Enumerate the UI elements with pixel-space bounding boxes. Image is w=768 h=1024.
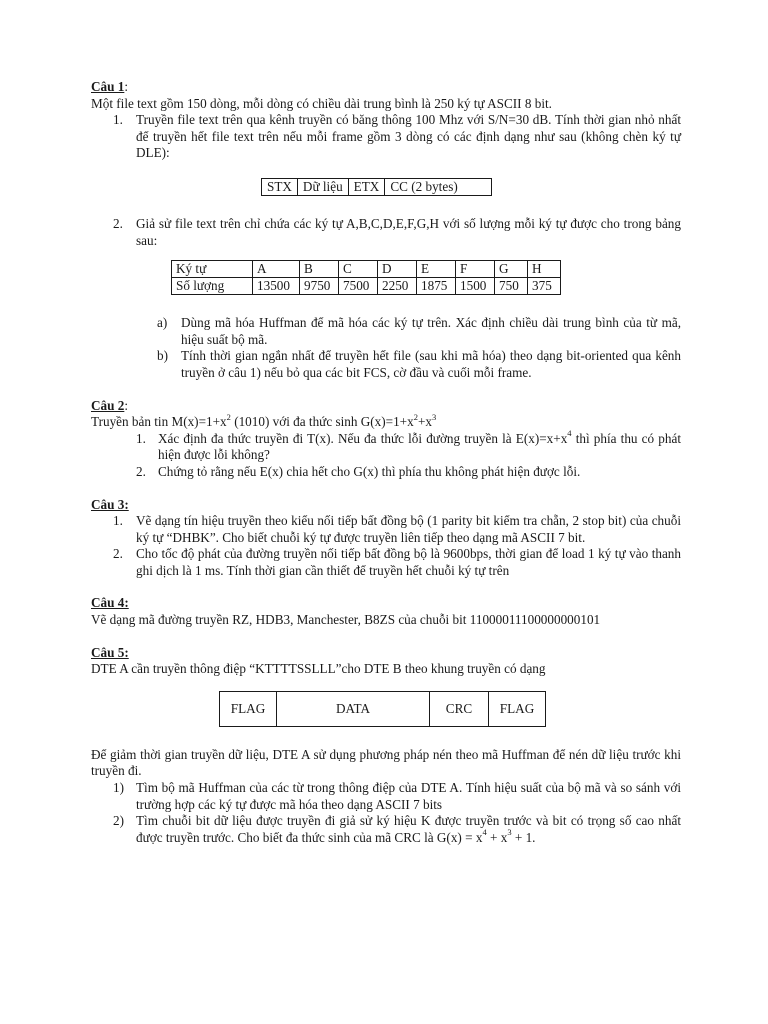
question-4	[91, 595, 681, 628]
frame-cell: ETX	[348, 178, 385, 195]
frame-cell: CRC	[430, 691, 489, 726]
question-2: Câu 2: Truyền bản tin $M(x)=1+x^2$ (1010) với đa thức $\sinh G(x)=1+x^2+x^3$ 1. Xác định đa thức truyền đi T(x). Nếu đa thức lỗi đường truyền là $E(x)=x+x^4$ thì phía thu có phát hiện được lỗi không? 2. Chứng tỏ rằng nếu E(x) chia hết cho G(x) thì phía thu không phát hiện được lỗi.	[91, 397, 681, 479]
question-1: Câu 1: Một file text gồm 150 dòng, mỗi dòng có chiều dài trung bình là 250 ký tự ASCII 8 bit. 1. Truyền file text trên qua kênh truyền có băng thông 100 Mhz với S/N=30 dB. Tính thời gian nhỏ nhất để truyền hết file text trên nếu mỗi frame gồm 3 dòng có các định dạng như sau (không chèn ký tự DLE): STX Dữ liệu ETX CC (2 bytes) 2. Giả sử file text trên chỉ chứa các ký tự A,B,C,D,E,F,G,H với số lượng mỗi ký tự được cho trong bảng sau: Ký tự A B C D E F G H Số lượng 13500 9750 7500 2250 1875 1500 750 375 a) Dùng mã hóa Huffman để mã hóa các ký tự trên. Xác định chiều dài trung bình của từ mã, hiệu suất bộ mã. b) Tính thời gian ngắn nhất để truyền hết file (sau khi mã hóa) theo dạng bit-oriented qua kênh truyền ở câu 1) nếu bỏ qua các bit FCS, cờ đầu và cuối mỗi frame.	[91, 79, 681, 380]
frame-cell: DATA	[277, 691, 430, 726]
question-1-item-2: 2. Giả sử file text trên chỉ chứa các ký tự A,B,C,D,E,F,G,H với số lượng mỗi ký tự được cho trong bảng sau:	[113, 215, 681, 248]
question-5	[91, 645, 681, 847]
question-1-sub-b: b) Tính thời gian ngắn nhất để truyền hết file (sau khi mã hóa) theo dạng bit-oriented qua kênh truyền ở câu 1) nếu bỏ qua các bit FCS, cờ đầu và cuối mỗi frame.	[157, 348, 681, 380]
table-row: Ký tự A B C D E F G H	[172, 261, 561, 278]
question-1-intro: Một file text gồm 150 dòng, mỗi dòng có chiều dài trung bình là 250 ký tự ASCII 8 bit.	[91, 95, 552, 111]
question-2-intro: Truyền bản tin $M(x)=1+x^2$ (1010) với đa thức $\sinh G(x)=1+x^2+x^3$	[91, 411, 437, 430]
frame-cell: CC (2 bytes)	[385, 178, 492, 195]
question-5-item-1: 1) Tìm bộ mã Huffman của các từ trong thông điệp của DTE A. Tính hiệu suất của bộ mã và so sánh với trường hợp các ký tự được mã hóa theo dạng ASCII 7 bits	[113, 780, 681, 812]
question-4-title: Câu 4:	[91, 595, 129, 611]
question-3	[91, 497, 681, 580]
question-3-item-2: 2. Cho tốc độ phát của đường truyền nối tiếp bất đồng bộ là 9600bps, thời gian để load 1 ký tự vào thanh ghi dịch là 1 ms. Tính thời gian cần thiết để truyền hết chuỗi ký tự trên	[113, 546, 681, 578]
exam-page	[91, 79, 681, 862]
row-header: Ký tự	[172, 261, 253, 278]
question-2-item-1: 1. Xác định đa thức truyền đi T(x). Nếu đa thức lỗi đường truyền là $E(x)=x+x^4$ thì phía thu có phát hiện được lỗi không?	[136, 428, 681, 463]
frame-structure-table	[219, 691, 546, 727]
frame-cell: FLAG	[489, 691, 546, 726]
row-header: Số lượng	[172, 278, 253, 295]
frame-cell: FLAG	[220, 691, 277, 726]
question-3-item-1: 1. Vẽ dạng tín hiệu truyền theo kiểu nối tiếp bất đồng bộ (1 parity bit kiểm tra chẵn, 2 stop bit) của chuỗi ký tự “DHBK”. Cho biết chuỗi ký tự được truyền liên tiếp theo dạng mã ASCII 7 bit.	[113, 513, 681, 545]
question-1-sub-a: a) Dùng mã hóa Huffman để mã hóa các ký tự trên. Xác định chiều dài trung bình của từ mã, hiệu suất bộ mã.	[157, 315, 681, 347]
table-row: Số lượng 13500 9750 7500 2250 1875 1500 750 375	[172, 278, 561, 295]
question-5-title: Câu 5:	[91, 644, 129, 660]
question-5-paragraph: Để giảm thời gian truyền dữ liệu, DTE A sử dụng phương pháp nén theo mã Huffman để nén dữ liệu trước khi truyền đi.	[91, 746, 681, 779]
frame-cell: Dữ liệu	[297, 178, 348, 195]
frequency-table	[171, 260, 561, 295]
question-5-item-2: 2) Tìm chuỗi bit dữ liệu được truyền đi giả sử ký hiệu K được truyền trước và bit có trọng số cao nhất được truyền trước. Cho biết đa thức sinh của mã CRC là $G(x) = x^4 + x^3 + 1$.	[113, 813, 681, 845]
question-2-item-2: 2. Chứng tỏ rằng nếu E(x) chia hết cho G(x) thì phía thu không phát hiện được lỗi.	[136, 463, 581, 479]
question-4-text: Vẽ dạng mã đường truyền RZ, HDB3, Manchester, B8ZS của chuỗi bit 11000011100000000101	[91, 612, 601, 628]
question-2-title: Câu 2	[91, 397, 125, 413]
question-1-item-1: 1. Truyền file text trên qua kênh truyền có băng thông 100 Mhz với S/N=30 dB. Tính thời gian nhỏ nhất để truyền hết file text trên nếu mỗi frame gồm 3 dòng có các định dạng như sau (không chèn ký tự DLE):	[113, 112, 681, 161]
frame-format-table	[261, 178, 492, 196]
question-5-intro: DTE A cần truyền thông điệp “KTTTTSSLLL”cho DTE B theo khung truyền có dạng	[91, 661, 546, 677]
question-3-title: Câu 3:	[91, 496, 129, 512]
frame-cell: STX	[262, 178, 298, 195]
question-1-title: Câu 1	[91, 79, 125, 94]
